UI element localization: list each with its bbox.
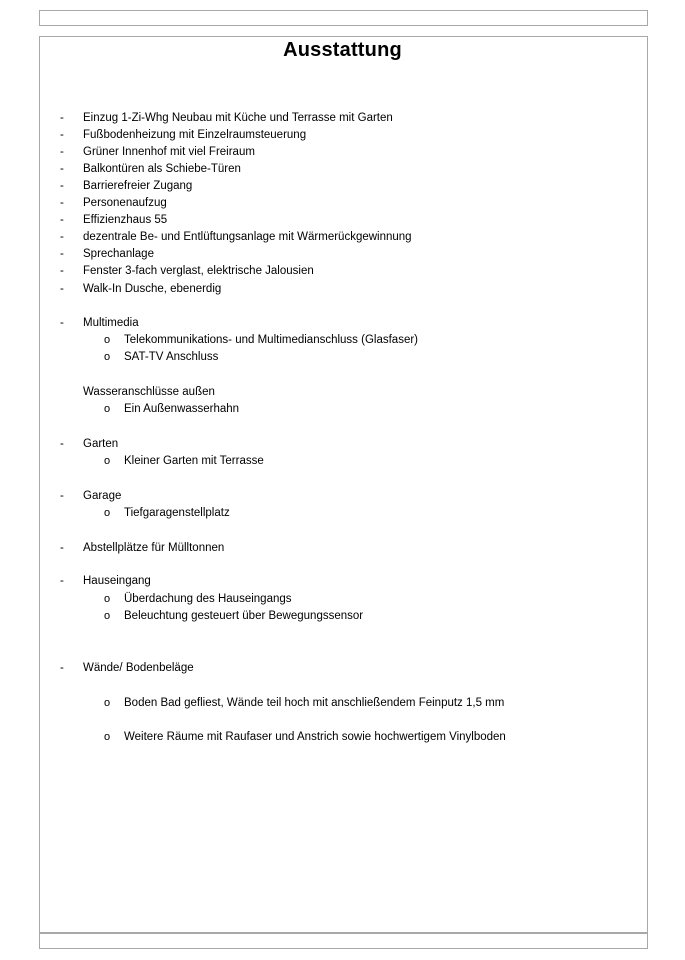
list-item: Grüner Innenhof mit viel Freiraum xyxy=(83,146,255,158)
list-item: dezentrale Be- und Entlüftungsanlage mit Wärmerückgewinnung xyxy=(83,231,412,243)
sub-list-item: Boden Bad gefliest, Wände teil hoch mit anschließendem Feinputz 1,5 mm xyxy=(124,697,505,709)
footer-area xyxy=(39,933,648,949)
sub-bullet: o xyxy=(104,697,111,709)
list-bullet: - xyxy=(60,490,64,502)
list-item: Einzug 1-Zi-Whg Neubau mit Küche und Terrasse mit Garten xyxy=(83,112,393,124)
list-bullet: - xyxy=(60,163,64,175)
page-title: Ausstattung xyxy=(283,39,402,61)
list-bullet: - xyxy=(60,231,64,243)
sub-bullet: o xyxy=(104,455,111,467)
sub-list-item: Ein Außenwasserhahn xyxy=(124,403,240,415)
sub-bullet: o xyxy=(104,731,111,743)
section-abstell: Abstellplätze für Mülltonnen xyxy=(83,542,225,554)
list-bullet: - xyxy=(60,214,64,226)
sub-list-item: Kleiner Garten mit Terrasse xyxy=(124,455,264,467)
list-bullet: - xyxy=(60,317,64,329)
section-hauseingang: Hauseingang xyxy=(83,575,151,587)
list-bullet: - xyxy=(60,248,64,260)
list-item: Walk-In Dusche, ebenerdig xyxy=(83,283,222,295)
sub-list-item: Telekommunikations- und Multimedianschluss (Glasfaser) xyxy=(124,334,419,346)
sub-list-item: Tiefgaragenstellplatz xyxy=(124,507,230,519)
sub-bullet: o xyxy=(104,507,111,519)
sub-bullet: o xyxy=(104,351,111,363)
list-item: Personenaufzug xyxy=(83,197,167,209)
list-item: Balkontüren als Schiebe-Türen xyxy=(83,163,241,175)
list-bullet: - xyxy=(60,197,64,209)
list-bullet: - xyxy=(60,438,64,450)
sub-bullet: o xyxy=(104,610,111,622)
list-bullet: - xyxy=(60,575,64,587)
list-item: Effizienzhaus 55 xyxy=(83,214,168,226)
list-item: Fenster 3-fach verglast, elektrische Jalousien xyxy=(83,265,314,277)
sub-list-item: Weitere Räume mit Raufaser und Anstrich sowie hochwertigem Vinylboden xyxy=(124,731,506,743)
list-bullet: - xyxy=(60,112,64,124)
sub-bullet: o xyxy=(104,593,111,605)
list-item: Sprechanlage xyxy=(83,248,154,260)
list-item: Fußbodenheizung mit Einzelraumsteuerung xyxy=(83,129,307,141)
header-area xyxy=(39,10,648,26)
section-multimedia: Multimedia xyxy=(83,317,139,329)
list-bullet: - xyxy=(60,180,64,192)
list-bullet: - xyxy=(60,129,64,141)
sub-list-item: Überdachung des Hauseingangs xyxy=(124,593,292,605)
section-wasser: Wasseranschlüsse außen xyxy=(83,386,215,398)
section-garage: Garage xyxy=(83,490,122,502)
list-bullet: - xyxy=(60,283,64,295)
sub-list-item: SAT-TV Anschluss xyxy=(124,351,219,363)
sub-bullet: o xyxy=(104,403,111,415)
list-bullet: - xyxy=(60,662,64,674)
sub-bullet: o xyxy=(104,334,111,346)
list-bullet: - xyxy=(60,265,64,277)
list-bullet: - xyxy=(60,146,64,158)
sub-list-item: Beleuchtung gesteuert über Bewegungssensor xyxy=(124,610,364,622)
list-bullet: - xyxy=(60,542,64,554)
section-waende: Wände/ Bodenbeläge xyxy=(83,662,194,674)
list-item: Barrierefreier Zugang xyxy=(83,180,193,192)
section-garten: Garten xyxy=(83,438,119,450)
